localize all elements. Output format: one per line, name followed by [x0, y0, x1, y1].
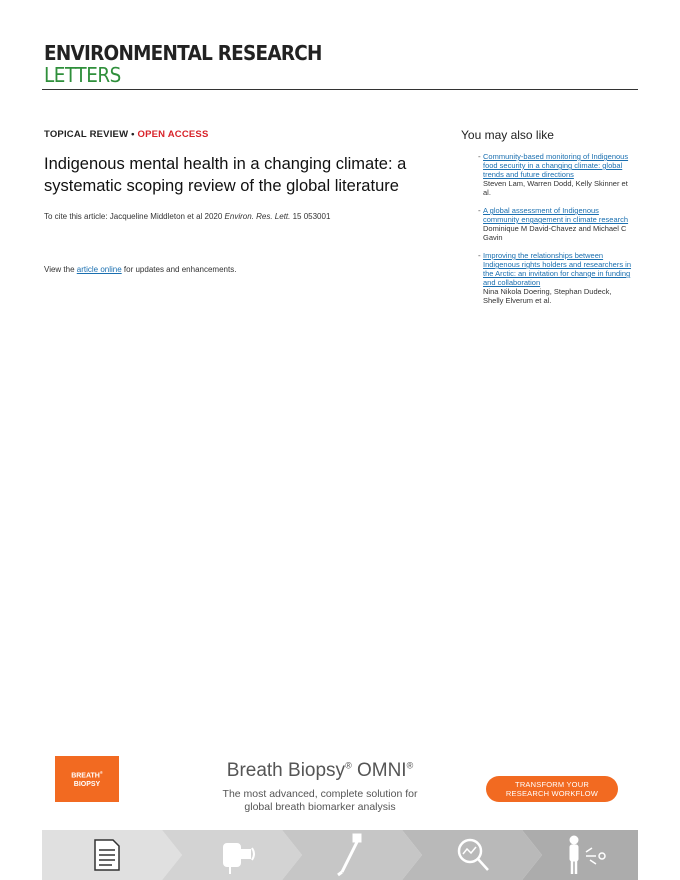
related-link-2[interactable]: A global assessment of Indigenous community engagement in climate research: [483, 206, 629, 224]
related-authors-2: Dominique M David-Chavez and Michael C Gavin: [483, 224, 627, 242]
open-access-badge: OPEN ACCESS: [137, 129, 209, 140]
related-link-1[interactable]: Community-based monitoring of Indigenous food security in a changing climate: global trends and future directions: [483, 152, 629, 179]
citation-prefix: To cite this article: Jacqueline Middleton et al 2020: [44, 212, 225, 221]
ad-subtitle: [190, 788, 450, 814]
cta-line1: TRANSFORM YOUR: [515, 780, 589, 789]
view-prefix: View the: [44, 265, 77, 274]
view-suffix: for updates and enhancements.: [121, 265, 237, 274]
ad-reg-1: ®: [345, 760, 352, 771]
logo-line2: BIOPSY: [73, 780, 101, 788]
workflow-steps-strip: [42, 830, 638, 880]
journal-header: [44, 42, 638, 86]
ad-sub-line2: global breath biomarker analysis: [244, 801, 396, 813]
bullet-icon: -: [478, 152, 481, 161]
header-divider: [42, 89, 638, 90]
article-online-link[interactable]: article online: [76, 265, 122, 274]
citation-suffix: 15 053001: [290, 212, 331, 221]
related-item: [478, 152, 641, 197]
related-item: [478, 251, 641, 305]
citation: [44, 212, 454, 221]
ad-headline: [200, 760, 440, 782]
ad-headline-a: Breath Biopsy: [226, 760, 346, 781]
related-link-3[interactable]: Improving the relationships between Indigenous rights holders and researchers in the Arctic: an invitation for change in funding and collaboration: [483, 251, 632, 287]
related-authors-3: Nina Nikola Doering, Stephan Dudeck, Shelly Elverum et al.: [483, 287, 612, 305]
ad-reg-2: ®: [406, 760, 414, 771]
ad-sub-line1: The most advanced, complete solution for: [222, 788, 418, 800]
ad-headline-b: OMNI: [351, 760, 407, 781]
step-4-bg: [402, 830, 542, 880]
advertisement-banner[interactable]: [42, 750, 638, 880]
cta-line2: RESEARCH WORKFLOW: [505, 789, 599, 798]
related-title: You may also like: [461, 128, 554, 142]
journal-title-line2: LETTERS: [44, 63, 121, 87]
bullet-icon: -: [478, 206, 481, 215]
document-icon: [95, 840, 119, 870]
article-type-line: [44, 129, 209, 140]
view-online-note: [44, 265, 236, 274]
related-list: [461, 152, 641, 305]
article-title: Indigenous mental health in a changing climate: a systematic scoping review of the global literature: [44, 155, 407, 195]
citation-journal: Environ. Res. Lett.: [224, 212, 291, 221]
article-type-label: TOPICAL REVIEW: [44, 129, 129, 140]
logo-line1: BREATH: [71, 772, 100, 780]
breath-biopsy-logo: [55, 756, 119, 802]
related-item: [478, 206, 641, 242]
transform-workflow-button[interactable]: [486, 776, 618, 802]
logo-reg: ®: [99, 770, 103, 776]
related-authors-1: Steven Lam, Warren Dodd, Kelly Skinner et al.: [483, 179, 628, 197]
related-articles-sidebar: [461, 128, 641, 314]
bullet-icon: -: [478, 251, 481, 260]
journal-title-line1: ENVIRONMENTAL RESEARCH: [44, 41, 322, 65]
type-separator: •: [128, 129, 138, 140]
